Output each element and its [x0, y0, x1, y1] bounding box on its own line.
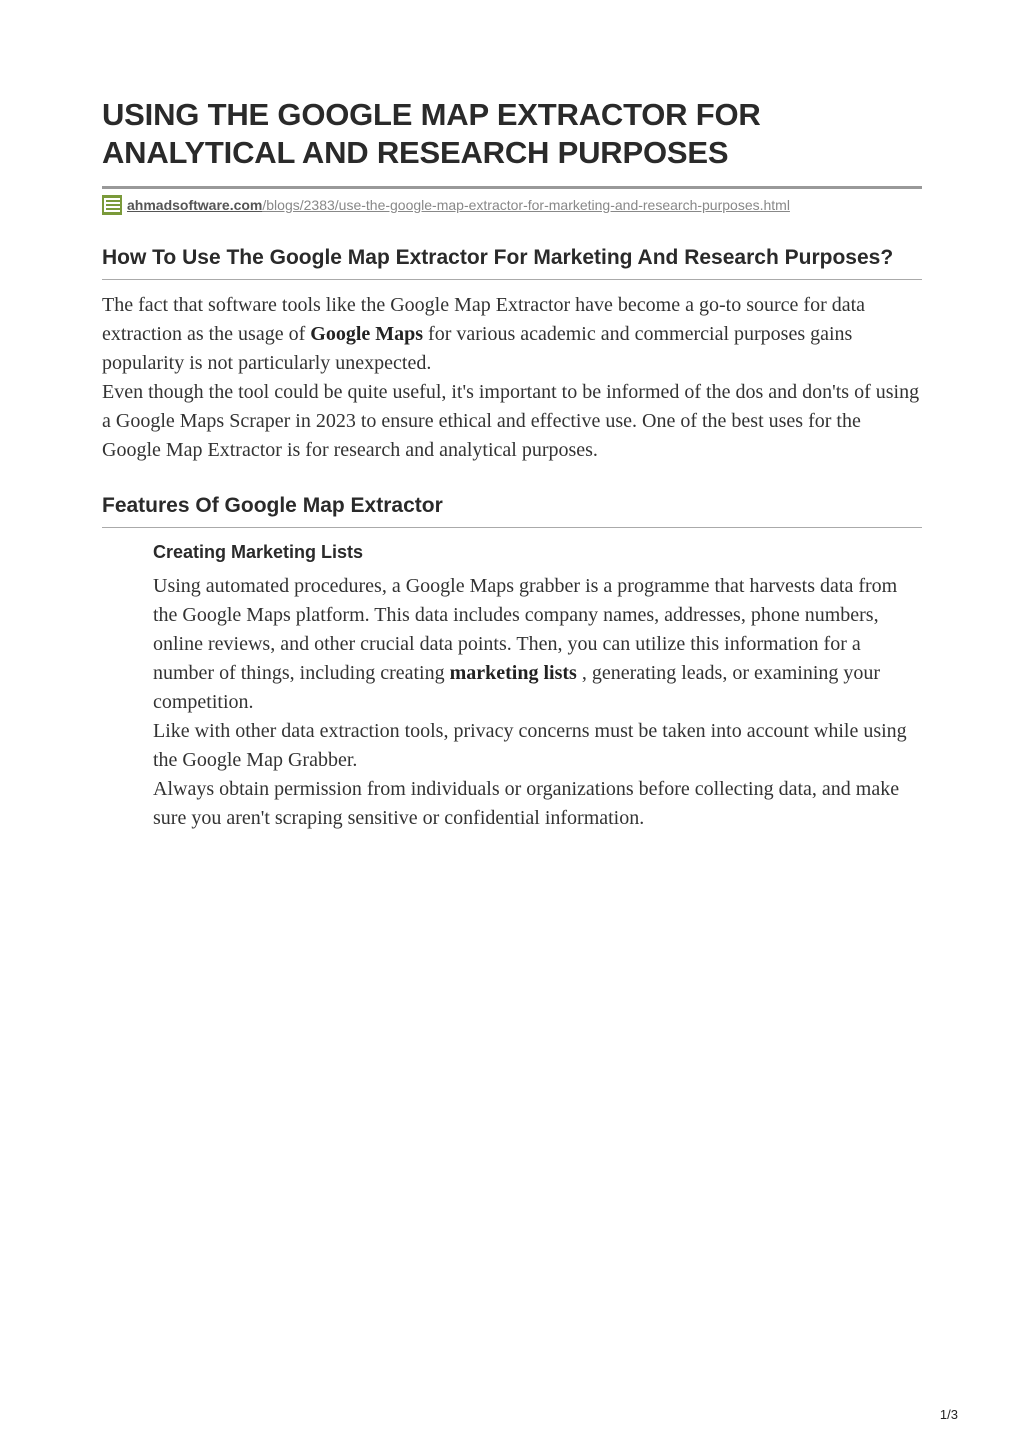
paragraph-permission: Always obtain permission from individuals or organizations before collecting data, and make sure you aren't scraping sensitive or confidential information. [153, 778, 900, 829]
document-page [102, 96, 922, 833]
paragraph-privacy: Like with other data extraction tools, privacy concerns must be taken into account while using the Google Map Grabber. [153, 720, 907, 771]
section-heading-features: Features Of Google Map Extractor [102, 494, 443, 517]
title-line-2: ANALYTICAL AND RESEARCH PURPOSES [102, 135, 729, 170]
paragraph-grabber [153, 572, 922, 717]
title-divider [102, 186, 922, 189]
subheading-creating-marketing-lists: Creating Marketing Lists [153, 542, 364, 562]
source-link[interactable] [102, 195, 922, 215]
paragraph-intro-text-b: for various academic and commercial purposes gains popularity is not particularly unexpected. [102, 323, 853, 374]
google-maps-bold: Google Maps [310, 323, 424, 345]
paragraph-intro-text-a: The fact that software tools like the Google Map Extractor have become a go-to source for data extraction as the usage of [102, 294, 866, 345]
section-heading-how-to-use: How To Use The Google Map Extractor For Marketing And Research Purposes? [102, 246, 894, 269]
paragraph-grabber-text-b: , generating leads, or examining your competition. [153, 662, 881, 713]
section-divider [102, 279, 922, 280]
paragraph-intro [102, 291, 922, 378]
paragraph-grabber-text-a: Using automated procedures, a Google Maps grabber is a programme that harvests data from the Google Maps platform. This data includes company names, addresses, phone numbers, online reviews, and other crucial data points. Then, you can utilize this information for a number of things, including creating [153, 575, 898, 684]
section-divider [102, 527, 922, 528]
source-domain[interactable]: ahmadsoftware.com [127, 197, 263, 213]
source-path[interactable]: /blogs/2383/use-the-google-map-extractor-for-marketing-and-research-purposes.html [262, 197, 790, 213]
marketing-lists-bold: marketing lists [449, 662, 577, 684]
document-title [102, 96, 922, 172]
page-number: 1/3 [939, 1407, 958, 1422]
paragraph-dos-and-donts: Even though the tool could be quite useful, it's important to be informed of the dos and don'ts of using a Google Maps Scraper in 2023 to ensure ethical and effective use. One of the best uses for the Google Map Extractor is for research and analytical purposes. [102, 381, 920, 461]
title-line-1: USING THE GOOGLE MAP EXTRACTOR FOR [102, 97, 761, 132]
site-favicon-icon [102, 195, 122, 215]
features-content [153, 540, 922, 833]
